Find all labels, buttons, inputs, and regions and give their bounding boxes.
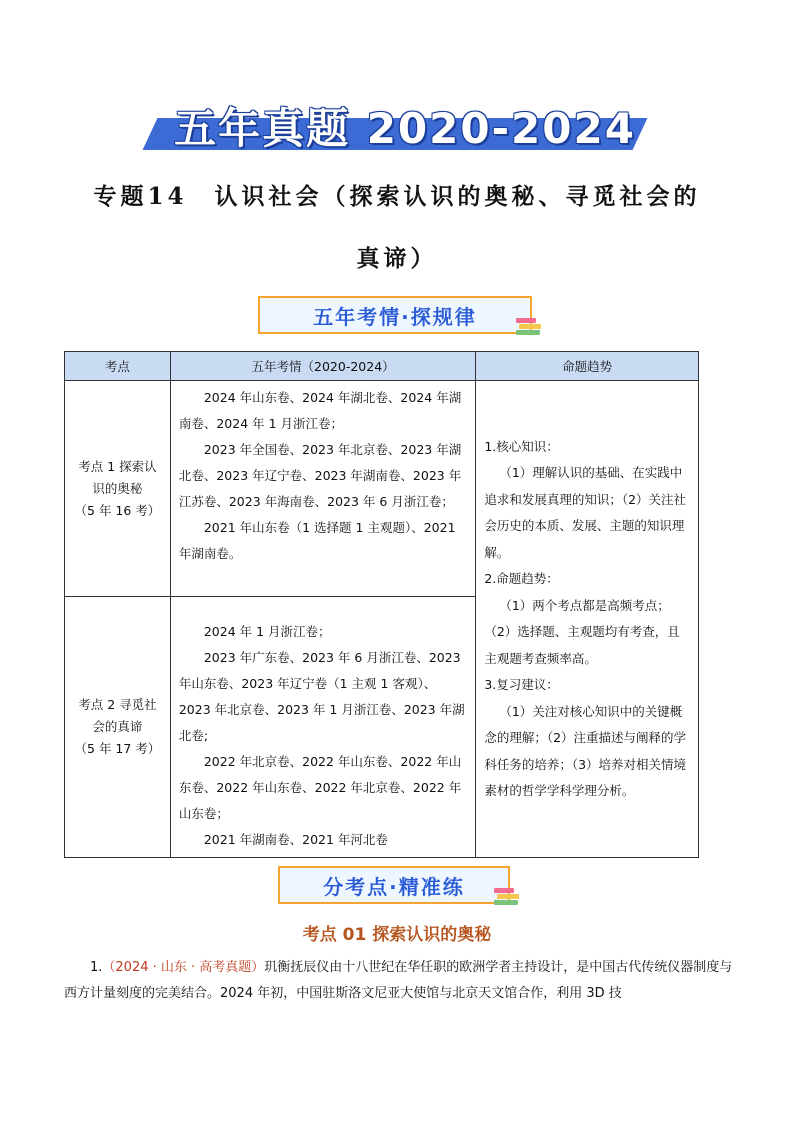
exam-years-paragraph: 2021 年湖南卷、2021 年河北卷 [203, 832, 388, 847]
exam-years-paragraph: 2024 年 1 月浙江卷； [203, 624, 331, 639]
header-cell-point: 考点 [65, 352, 171, 381]
section-badge-label: 分考点·精准练 [323, 874, 465, 899]
section-badge-label: 五年考情·探规律 [313, 304, 477, 329]
knowledge-point-cell [65, 381, 171, 597]
knowledge-point-title: 考点 01 探索认识的奥秘 [302, 925, 492, 945]
banner-text: 五年真题 2020-2024 [174, 104, 636, 153]
exam-years-paragraph: 2022 年北京卷、2022 年山东卷、2022 年山东卷、2022 年山东卷、2022 年北京卷、2022 年山东卷； [178, 754, 462, 821]
trend-paragraph: （1）关注对核心知识中的关键概念的理解；（2）注重描述与阐释的学科任务的培养；（3）培养对相关情境素材的哲学学科学理分析。 [484, 703, 687, 798]
table-row [65, 381, 699, 597]
knowledge-point-line: 识的奥秘 [92, 480, 143, 496]
section-badge-practice [278, 866, 510, 904]
exam-years-paragraph: 2024 年山东卷、2024 年湖北卷、2024 年湖南卷、2024 年 1 月浙江卷； [178, 390, 462, 431]
knowledge-point-count: （5 年 17 考） [74, 741, 161, 756]
knowledge-point-line: 考点 2 寻觅社 [78, 697, 157, 712]
trend-paragraph: （1）两个考点都是高频考点； [499, 597, 670, 613]
question-source: （2024 · 山东 · 高考真题） [102, 960, 265, 975]
table-header-row [65, 352, 699, 381]
trend-cell [476, 381, 699, 858]
knowledge-point-cell [65, 597, 171, 858]
trend-paragraph: （1）理解认识的基础、在实践中追求和发展真理的知识；（2）关注社会历史的本质、发展、主题的知识理解。 [484, 465, 687, 560]
question-1 [64, 955, 734, 1007]
question-number: 1. [90, 960, 103, 975]
knowledge-point-line: 考点 1 探索认 [78, 458, 157, 474]
books-icon [494, 888, 520, 908]
exam-years-paragraph: 2023 年全国卷、2023 年北京卷、2023 年湖北卷、2023 年辽宁卷、2023 年湖南卷、2023 年江苏卷、2023 年海南卷、2023 年 6 月浙江卷； [178, 442, 462, 509]
trend-heading: 1.核心知识： [484, 438, 559, 454]
exam-overview-table [64, 351, 699, 858]
trend-heading: 2.命题趋势： [484, 571, 559, 586]
title-banner [150, 96, 640, 152]
exam-years-paragraph: 2021 年山东卷（1 选择题 1 主观题）、2021 年湖南卷。 [178, 520, 456, 561]
knowledge-point-line: 会的真谛 [92, 719, 143, 734]
question-text: 玑衡抚辰仪由十八世纪在华任职的欧洲学者主持设计，是中国古代传统仪器制度与西方计量刻度的完美结合。2024 年初，中国驻斯洛文尼亚大使馆与北京天文馆合作，利用 3D 技 [64, 960, 733, 1001]
question-paragraph [64, 955, 734, 1007]
document-title-line1: 专题14 认识社会（探索认识的奥秘、寻觅社会的 [93, 183, 701, 210]
section-badge-trends [258, 296, 532, 334]
trend-heading: 3.复习建议： [484, 677, 559, 692]
exam-years-cell [170, 597, 475, 858]
books-icon [516, 318, 542, 338]
header-cell-years: 五年考情（2020-2024） [170, 352, 475, 381]
exam-years-paragraph: 2023 年广东卷、2023 年 6 月浙江卷、2023 年山东卷、2023 年辽宁卷（1 主观 1 客观）、2023 年北京卷、2023 年 1 月浙江卷、2023 年湖北卷; [178, 650, 465, 743]
exam-years-cell [170, 381, 475, 597]
document-title-line2: 真谛） [356, 245, 438, 272]
trend-paragraph: （2）选择题、主观题均有考查，且主观题考查频率高。 [484, 624, 680, 666]
header-cell-trend: 命题趋势 [476, 352, 699, 381]
knowledge-point-count: （5 年 16 考） [74, 502, 161, 518]
